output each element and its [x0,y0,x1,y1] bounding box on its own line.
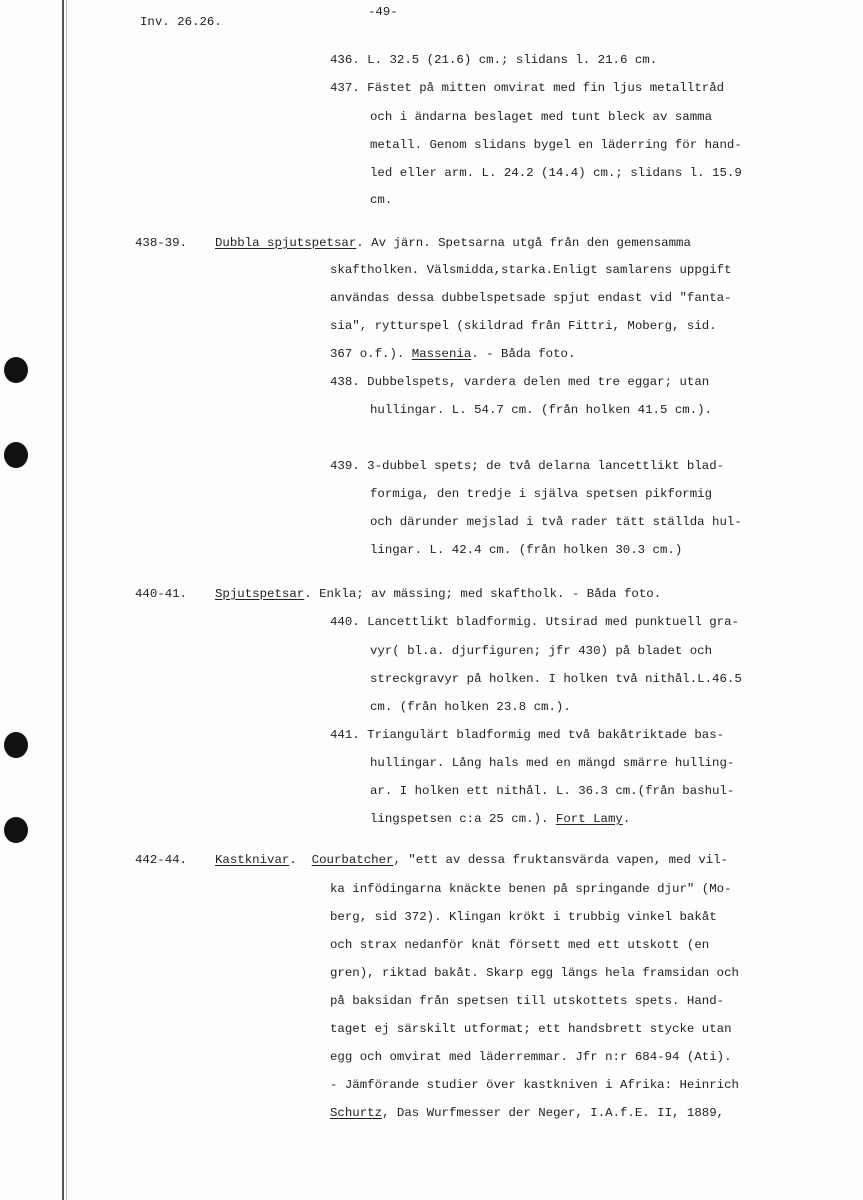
text-segment: hullingar. L. 54.7 cm. (från holken 41.5 cm.). [370,403,713,417]
text-segment: . [289,853,312,867]
text-segment: egg och omvirat med läderremmar. Jfr n:r 684-94 (Ati). [330,1050,732,1064]
text-segment: - Jämförande studier över kastkniven i Afrika: Heinrich [330,1078,739,1092]
text-line [370,137,742,153]
text-segment: gren), riktad bakåt. Skarp egg längs hela framsidan och [330,966,739,980]
underlined-term: Fort Lamy [555,812,623,826]
underlined-term: Kastknivar [215,853,290,867]
page-edge-line [62,0,64,1200]
text-segment: på baksidan från spetsen till utskottets spets. Hand- [330,994,725,1008]
text-line [330,881,732,897]
text-segment: 440-41. [135,587,188,601]
text-line [330,965,739,981]
text-segment: och i ändarna beslaget med tunt bleck av samma [370,110,713,124]
text-line [370,402,712,418]
text-line [135,235,187,251]
text-line [330,458,724,474]
text-line [330,262,732,278]
text-segment: 440. Lancettlikt bladformig. Utsirad med punktuell gra- [330,615,739,629]
text-line [330,1105,724,1121]
text-segment: . Av järn. Spetsarna utgå från den gemensamma [356,236,691,250]
text-line [370,783,734,799]
text-line [330,80,724,96]
text-segment: , Das Wurfmesser der Neger, I.A.f.E. II, 1889, [382,1106,725,1120]
text-segment: 441. Triangulärt bladformig med två bakåtriktade bas- [330,728,725,742]
underlined-term: Dubbla spjutspetsar [215,236,357,250]
text-line [370,755,734,771]
text-line [330,290,732,306]
text-line [330,374,709,390]
text-segment: skaftholken. Välsmidda,starka.Enligt samlarens uppgift [330,263,732,277]
text-line [330,614,739,630]
text-line [330,1077,739,1093]
text-segment: ar. I holken ett nithål. L. 36.3 cm.(från bashul- [370,784,735,798]
text-line [370,165,742,181]
page-edge-line [66,0,67,1200]
text-segment: användas dessa dubbelspetsade spjut endast vid "fanta- [330,291,732,305]
text-line [370,109,712,125]
punch-hole [4,817,28,843]
text-segment: . [622,812,631,826]
text-line [370,811,630,827]
punch-hole [4,357,28,383]
text-line [215,852,728,868]
text-line [370,671,742,687]
text-line [370,699,571,715]
text-segment: cm. (från holken 23.8 cm.). [370,700,571,714]
punch-hole [4,732,28,758]
text-line [215,586,661,602]
text-line [370,542,682,558]
text-segment: berg, sid 372). Klingan krökt i trubbig vinkel bakåt [330,910,717,924]
text-segment: lingar. L. 42.4 cm. (från holken 30.3 cm.) [370,543,683,557]
text-segment: 436. L. 32.5 (21.6) cm.; slidans l. 21.6 cm. [330,53,658,67]
text-segment: och därunder mejslad i två rader tätt ställda hul- [370,515,742,529]
text-segment: ka infödingarna knäckte benen på springande djur" (Mo- [330,882,732,896]
text-line [370,514,742,530]
text-segment: 439. 3-dubbel spets; de två delarna lancettlikt blad- [330,459,725,473]
text-line [135,852,187,868]
text-line [135,586,187,602]
text-segment: , "ett av dessa fruktansvärda vapen, med vil- [393,853,729,867]
text-line [370,192,392,208]
underlined-term: Courbatcher [311,853,394,867]
text-line [330,318,717,334]
text-segment: och strax nedanför knät försett med ett utskott (en [330,938,710,952]
text-segment: 438. Dubbelspets, vardera delen med tre eggar; utan [330,375,710,389]
text-segment: 437. Fästet på mitten omvirat med fin ljus metalltråd [330,81,725,95]
text-line [330,346,575,362]
page-number: -49- [368,5,398,19]
text-segment: hullingar. Lång hals med en mängd smärre hulling- [370,756,735,770]
underlined-term: Schurtz [330,1106,383,1120]
text-line [330,993,724,1009]
text-segment: streckgravyr på holken. I holken två nithål.L.46.5 [370,672,742,686]
underlined-term: Massenia [411,347,472,361]
inventory-number: Inv. 26.26. [140,15,222,29]
text-segment: 438-39. [135,236,188,250]
text-segment: . - Båda foto. [471,347,576,361]
text-line [330,937,709,953]
text-segment: formiga, den tredje i själva spetsen pikformig [370,487,713,501]
text-segment: 367 o.f.). [330,347,412,361]
text-line [330,1021,732,1037]
text-line [215,235,691,251]
text-line [370,643,712,659]
text-line [370,486,712,502]
text-line [330,727,724,743]
text-segment: . Enkla; av mässing; med skaftholk. - Båda foto. [304,587,662,601]
punch-hole [4,442,28,468]
text-segment: vyr( bl.a. djurfiguren; jfr 430) på bladet och [370,644,713,658]
text-segment: 442-44. [135,853,188,867]
text-segment: metall. Genom slidans bygel en läderring för hand- [370,138,742,152]
text-segment: lingspetsen c:a 25 cm.). [370,812,556,826]
text-line [330,909,717,925]
text-line [330,52,657,68]
underlined-term: Spjutspetsar [215,587,305,601]
text-segment: cm. [370,193,393,207]
text-line [330,1049,732,1065]
text-segment: taget ej särskilt utformat; ett handsbrett stycke utan [330,1022,732,1036]
text-segment: sia", rytturspel (skildrad från Fittri, Moberg, sid. [330,319,717,333]
text-segment: led eller arm. L. 24.2 (14.4) cm.; slidans l. 15.9 [370,166,742,180]
